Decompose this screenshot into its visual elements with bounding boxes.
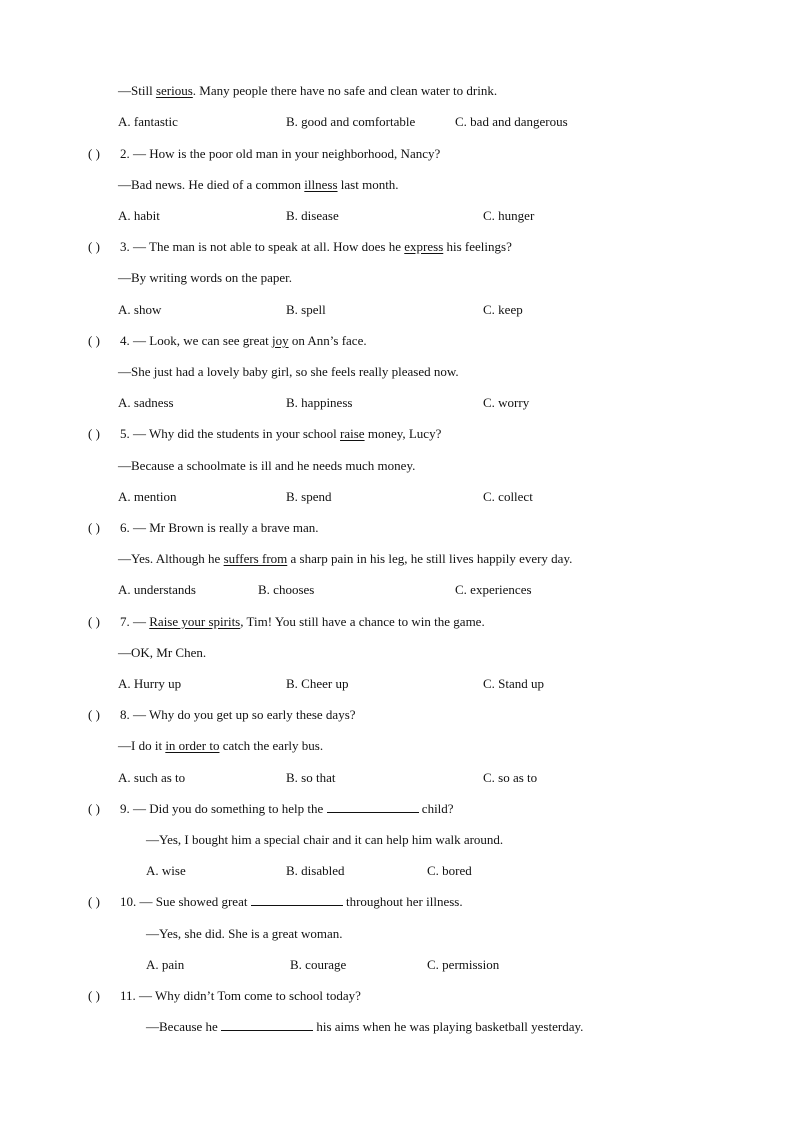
q2-option-b: B. disease xyxy=(286,208,339,223)
q10-question-text: 10. — Sue showed great xyxy=(120,894,251,909)
answer-paren[interactable]: ( ) xyxy=(88,988,100,1003)
q11-question xyxy=(88,987,361,1005)
answer-paren[interactable]: ( ) xyxy=(88,333,100,348)
fill-in-blank[interactable] xyxy=(221,1018,313,1031)
q6-answer xyxy=(118,550,572,568)
q1-option-c: C. bad and dangerous xyxy=(455,114,568,129)
q4-option-c: C. worry xyxy=(483,395,530,410)
q5-question-text-end: money, Lucy? xyxy=(364,426,442,441)
q1-answer xyxy=(118,82,497,100)
q7-answer: —OK, Mr Chen. xyxy=(118,645,207,660)
q3-option-b: B. spell xyxy=(286,302,326,317)
q11-answer xyxy=(146,1018,583,1036)
q6-option-b: B. chooses xyxy=(258,582,315,597)
q6-answer-text: —Yes. Although he xyxy=(118,551,224,566)
q9-option-b: B. disabled xyxy=(286,863,345,878)
q9-question xyxy=(88,800,454,818)
q4-option-b: B. happiness xyxy=(286,395,353,410)
q2-answer-text-end: last month. xyxy=(337,177,399,192)
q7-option-b: B. Cheer up xyxy=(286,676,349,691)
q8-answer-text-end: catch the early bus. xyxy=(219,738,324,753)
q6-underlined-phrase: suffers from xyxy=(223,551,288,566)
q9-option-c: C. bored xyxy=(427,863,472,878)
q6-question xyxy=(88,519,319,537)
q4-underlined-word: joy xyxy=(271,333,289,348)
answer-paren[interactable]: ( ) xyxy=(88,707,100,722)
q2-option-c: C. hunger xyxy=(483,208,535,223)
q7-question-text-end: , Tim! You still have a chance to win the game. xyxy=(240,614,485,629)
q5-question-text: 5. — Why did the students in your school xyxy=(120,426,341,441)
q4-question xyxy=(88,332,367,350)
q11-answer-text-end: his aims when he was playing basketball yesterday. xyxy=(313,1019,584,1034)
q1-option-a: A. fantastic xyxy=(118,114,178,129)
q4-question-text: 4. — Look, we can see great xyxy=(120,333,272,348)
q8-option-b: B. so that xyxy=(286,770,336,785)
q3-question xyxy=(88,238,512,256)
q6-question-text: 6. — Mr Brown is really a brave man. xyxy=(120,520,319,535)
q3-question-text: 3. — The man is not able to speak at all. How does he xyxy=(120,239,405,254)
answer-paren[interactable]: ( ) xyxy=(88,146,100,161)
q11-answer-text: —Because he xyxy=(146,1019,222,1034)
q6-option-a: A. understands xyxy=(118,582,196,597)
q10-option-a: A. pain xyxy=(146,957,185,972)
q8-question xyxy=(88,706,356,724)
q5-option-b: B. spend xyxy=(286,489,332,504)
q3-option-c: C. keep xyxy=(483,302,523,317)
q3-answer: —By writing words on the paper. xyxy=(118,270,293,285)
q8-answer-text: —I do it xyxy=(118,738,166,753)
q4-answer: —She just had a lovely baby girl, so she feels really pleased now. xyxy=(118,364,459,379)
answer-paren[interactable]: ( ) xyxy=(88,239,100,254)
q10-option-b: B. courage xyxy=(290,957,347,972)
q7-option-a: A. Hurry up xyxy=(118,676,182,691)
q4-option-a: A. sadness xyxy=(118,395,174,410)
fill-in-blank[interactable] xyxy=(251,893,343,906)
q9-option-a: A. wise xyxy=(146,863,186,878)
q7-question xyxy=(88,613,485,631)
q8-question-text: 8. — Why do you get up so early these days? xyxy=(120,707,356,722)
q3-underlined-word: express xyxy=(404,239,444,254)
q8-option-a: A. such as to xyxy=(118,770,186,785)
answer-paren[interactable]: ( ) xyxy=(88,426,100,441)
q10-option-c: C. permission xyxy=(427,957,500,972)
q10-question xyxy=(88,893,463,911)
fill-in-blank[interactable] xyxy=(327,800,419,813)
q9-question-text-end: child? xyxy=(418,801,454,816)
answer-paren[interactable]: ( ) xyxy=(88,520,100,535)
q5-option-c: C. collect xyxy=(483,489,533,504)
q8-underlined-phrase: in order to xyxy=(165,738,220,753)
q2-question xyxy=(88,145,440,163)
answer-paren[interactable]: ( ) xyxy=(88,894,100,909)
q6-option-c: C. experiences xyxy=(455,582,532,597)
answer-paren[interactable]: ( ) xyxy=(88,614,100,629)
q7-option-c: C. Stand up xyxy=(483,676,545,691)
q9-question-text: 9. — Did you do something to help the xyxy=(120,801,327,816)
q2-question-text: 2. — How is the poor old man in your neighborhood, Nancy? xyxy=(120,146,441,161)
q5-answer: —Because a schoolmate is ill and he needs much money. xyxy=(118,458,416,473)
q2-underlined-word: illness xyxy=(304,177,338,192)
answer-paren[interactable]: ( ) xyxy=(88,801,100,816)
q2-answer-text: —Bad news. He died of a common xyxy=(118,177,305,192)
q1-answer-text-end: . Many people there have no safe and clean water to drink. xyxy=(192,83,498,98)
q7-question-text: 7. — xyxy=(120,614,150,629)
q2-option-a: A. habit xyxy=(118,208,160,223)
q10-question-text-end: throughout her illness. xyxy=(342,894,463,909)
q1-answer-text: —Still xyxy=(118,83,156,98)
q4-question-text-end: on Ann’s face. xyxy=(288,333,367,348)
q6-answer-text-end: a sharp pain in his leg, he still lives happily every day. xyxy=(287,551,573,566)
q8-answer xyxy=(118,737,323,755)
q1-option-b: B. good and comfortable xyxy=(286,114,416,129)
q7-underlined-phrase: Raise your spirits xyxy=(149,614,241,629)
q5-underlined-word: raise xyxy=(340,426,365,441)
q8-option-c: C. so as to xyxy=(483,770,538,785)
q3-option-a: A. show xyxy=(118,302,162,317)
q5-question xyxy=(88,425,441,443)
q3-question-text-end: his feelings? xyxy=(443,239,512,254)
q11-question-text: 11. — Why didn’t Tom come to school today? xyxy=(120,988,361,1003)
q2-answer xyxy=(118,176,399,194)
q10-answer: —Yes, she did. She is a great woman. xyxy=(146,926,343,941)
q9-answer: —Yes, I bought him a special chair and it can help him walk around. xyxy=(146,832,504,847)
q1-underlined-word: serious xyxy=(155,83,193,98)
q5-option-a: A. mention xyxy=(118,489,177,504)
